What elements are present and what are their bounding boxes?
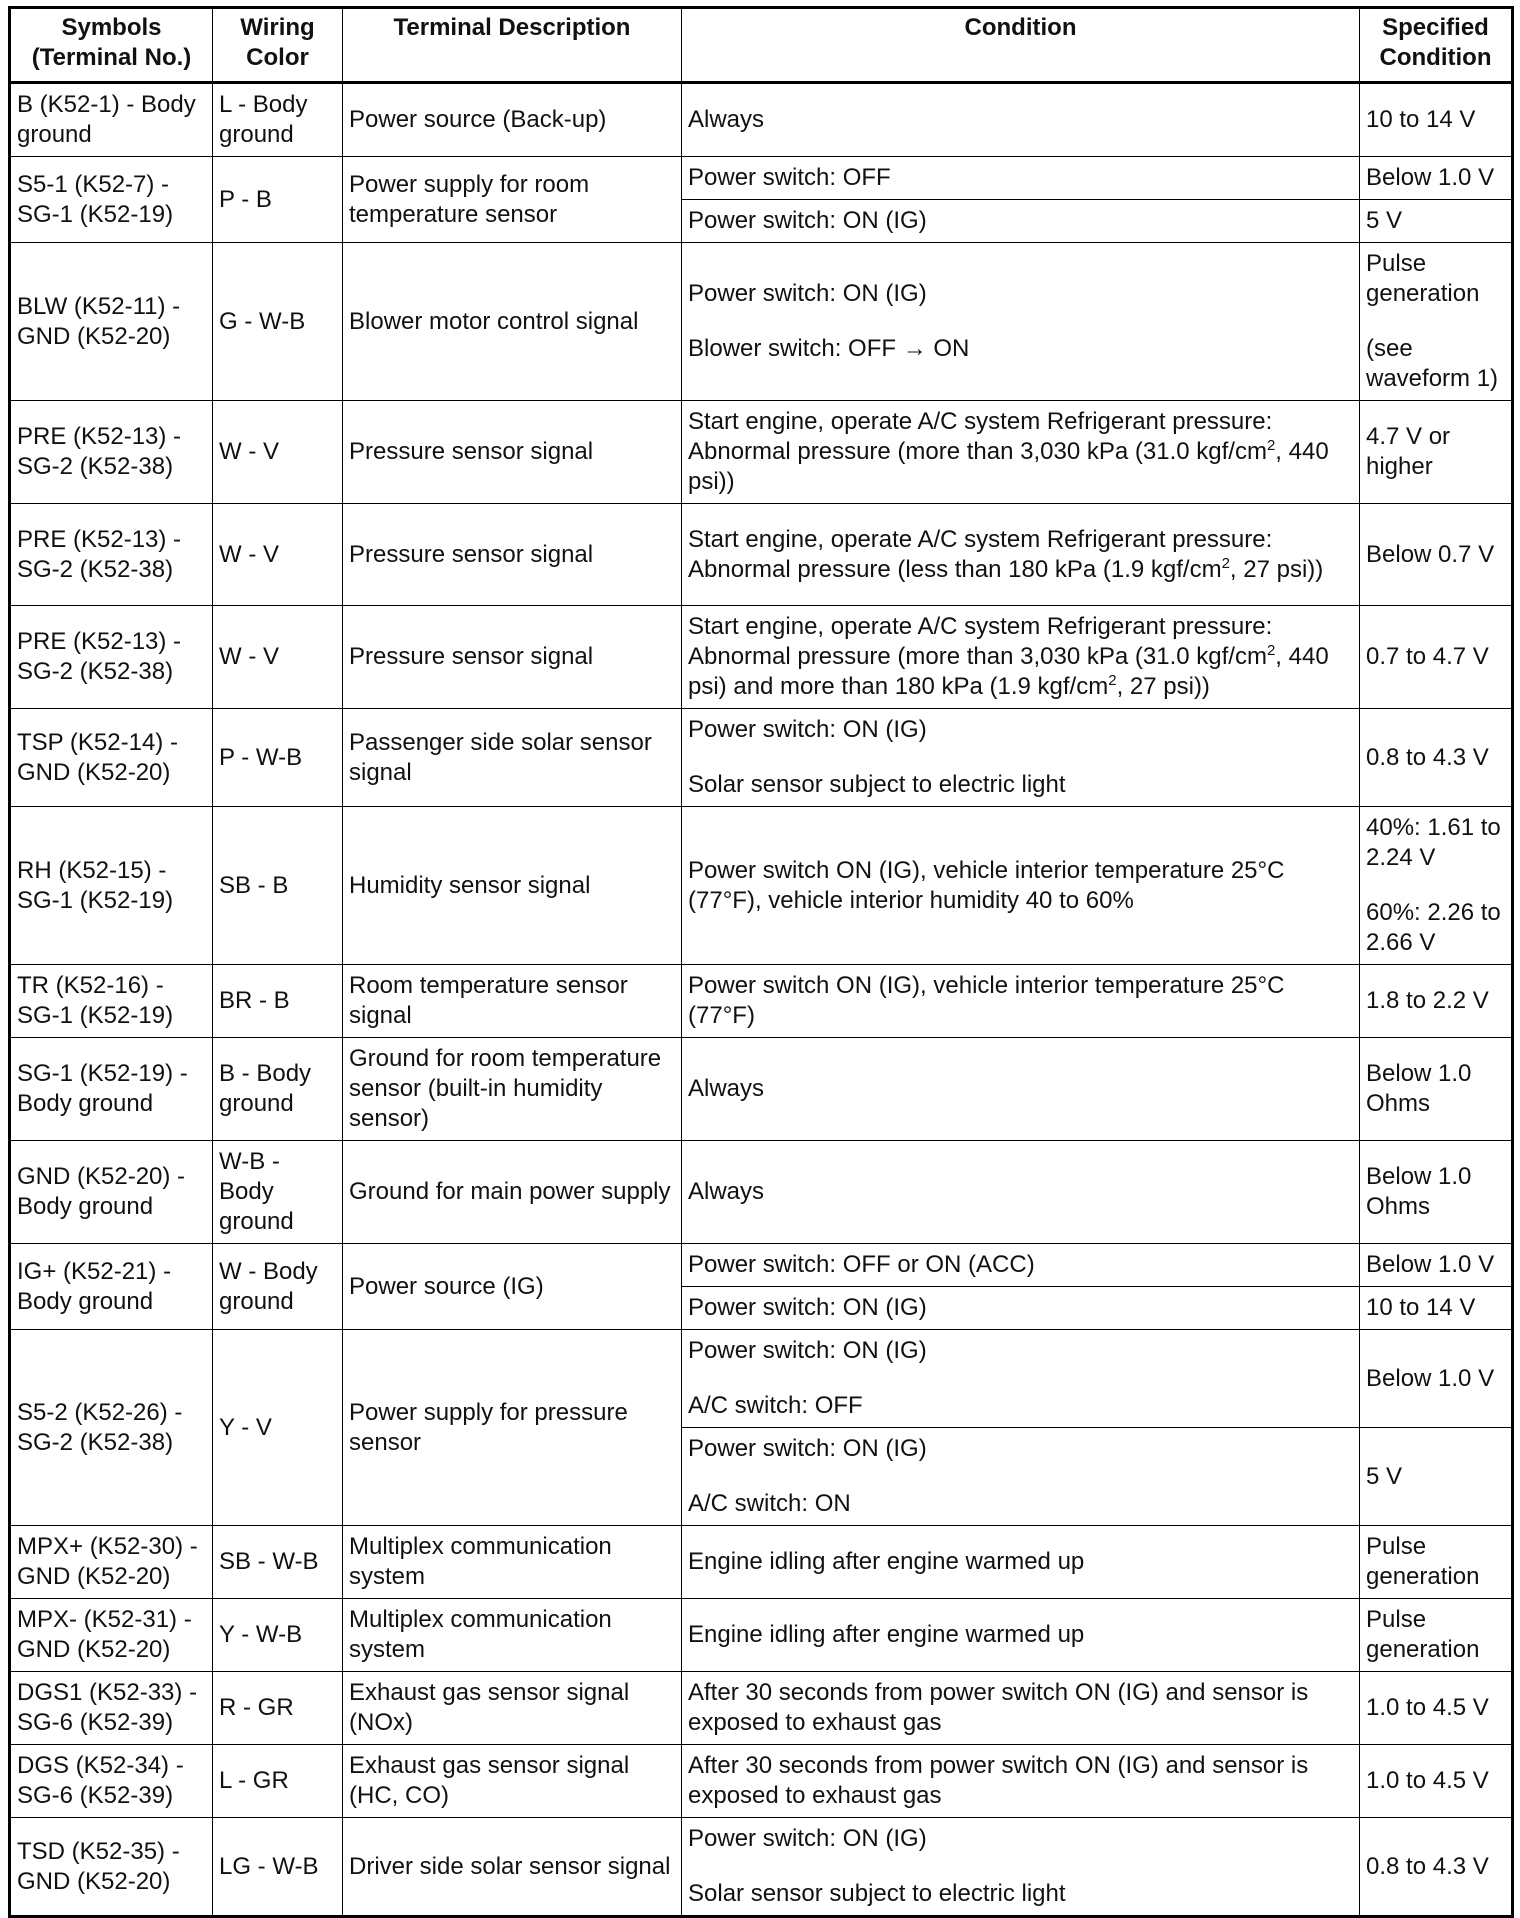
condition-cell: Start engine, operate A/C system Refrigerant pressure: Abnormal pressure (more than 3,030 kPa (31.0 kgf/$cm^2$, 440 psi))	[682, 401, 1360, 504]
spec-cell: Below 1.0 V	[1360, 1330, 1513, 1428]
symbol-cell: BLW (K52-11) - GND (K52-20)	[10, 243, 213, 401]
wiring-cell: BR - B	[213, 965, 343, 1038]
table-row	[10, 807, 1513, 965]
condition-cell: Start engine, operate A/C system Refrigerant pressure: Abnormal pressure (less than 180 kPa (1.9 kgf/$cm^2$, 27 psi))	[682, 504, 1360, 606]
header-condition: Condition	[682, 8, 1360, 83]
spec-cell: Below 0.7 V	[1360, 504, 1513, 606]
condition-cell: Power switch: ON (IG) Solar sensor subject to electric light	[682, 1818, 1360, 1917]
condition-cell: Power switch ON (IG), vehicle interior temperature 25°C (77°F), vehicle interior humidity 40 to 60%	[682, 807, 1360, 965]
spec-cell: Below 1.0 Ohms	[1360, 1038, 1513, 1141]
table-row	[10, 1038, 1513, 1141]
header-row	[10, 8, 1513, 83]
description-cell: Power source (IG)	[343, 1244, 682, 1330]
wiring-cell: Y - V	[213, 1330, 343, 1526]
table-row	[10, 1330, 1513, 1428]
symbol-cell: PRE (K52-13) - SG-2 (K52-38)	[10, 606, 213, 709]
symbol-cell: RH (K52-15) - SG-1 (K52-19)	[10, 807, 213, 965]
table-row	[10, 606, 1513, 709]
spec-cell: Pulse generation	[1360, 1599, 1513, 1672]
description-cell: Exhaust gas sensor signal (NOx)	[343, 1672, 682, 1745]
spec-cell: 10 to 14 V	[1360, 1287, 1513, 1330]
table-row	[10, 1672, 1513, 1745]
table-row	[10, 243, 1513, 401]
symbol-cell: S5-1 (K52-7) - SG-1 (K52-19)	[10, 157, 213, 243]
wiring-cell: LG - W-B	[213, 1818, 343, 1917]
condition-cell: Start engine, operate A/C system Refrigerant pressure: Abnormal pressure (more than 3,030 kPa (31.0 kgf/$cm^2$, 440 psi) and more than 180 kPa (1.9 kgf/$cm^2$, 27 psi))	[682, 606, 1360, 709]
wiring-cell: Y - W-B	[213, 1599, 343, 1672]
description-cell: Ground for main power supply	[343, 1141, 682, 1244]
spec-cell: 1.8 to 2.2 V	[1360, 965, 1513, 1038]
condition-cell: Engine idling after engine warmed up	[682, 1526, 1360, 1599]
description-cell: Power supply for pressure sensor	[343, 1330, 682, 1526]
wiring-cell: W - V	[213, 504, 343, 606]
table-row	[10, 1599, 1513, 1672]
spec-cell: Pulse generation	[1360, 1526, 1513, 1599]
header-symbols: Symbols (Terminal No.)	[10, 8, 213, 83]
spec-cell: 0.7 to 4.7 V	[1360, 606, 1513, 709]
terminal-spec-table	[8, 6, 1514, 1918]
spec-cell: 1.0 to 4.5 V	[1360, 1745, 1513, 1818]
description-cell: Driver side solar sensor signal	[343, 1818, 682, 1917]
symbol-cell: TSD (K52-35) - GND (K52-20)	[10, 1818, 213, 1917]
wiring-cell: SB - W-B	[213, 1526, 343, 1599]
wiring-cell: L - GR	[213, 1745, 343, 1818]
wiring-cell: W-B - Body ground	[213, 1141, 343, 1244]
spec-cell: 40%: 1.61 to 2.24 V 60%: 2.26 to 2.66 V	[1360, 807, 1513, 965]
spec-cell: 4.7 V or higher	[1360, 401, 1513, 504]
condition-cell: Power switch ON (IG), vehicle interior temperature 25°C (77°F)	[682, 965, 1360, 1038]
symbol-cell: GND (K52-20) - Body ground	[10, 1141, 213, 1244]
wiring-cell: W - V	[213, 401, 343, 504]
description-cell: Pressure sensor signal	[343, 606, 682, 709]
spec-cell: 1.0 to 4.5 V	[1360, 1672, 1513, 1745]
description-cell: Humidity sensor signal	[343, 807, 682, 965]
description-cell: Multiplex communication system	[343, 1599, 682, 1672]
spec-cell: Below 1.0 Ohms	[1360, 1141, 1513, 1244]
condition-cell: Power switch: ON (IG) Blower switch: OFF → ON	[682, 243, 1360, 401]
table-row	[10, 1818, 1513, 1917]
symbol-cell: PRE (K52-13) - SG-2 (K52-38)	[10, 504, 213, 606]
wiring-cell: B - Body ground	[213, 1038, 343, 1141]
header-terminal-description: Terminal Description	[343, 8, 682, 83]
wiring-cell: P - B	[213, 157, 343, 243]
condition-cell: Power switch: OFF	[682, 157, 1360, 200]
symbol-cell: MPX+ (K52-30) - GND (K52-20)	[10, 1526, 213, 1599]
condition-cell: Always	[682, 1141, 1360, 1244]
description-cell: Pressure sensor signal	[343, 401, 682, 504]
description-cell: Blower motor control signal	[343, 243, 682, 401]
table-row	[10, 504, 1513, 606]
header-specified-condition: Specified Condition	[1360, 8, 1513, 83]
wiring-cell: W - Body ground	[213, 1244, 343, 1330]
wiring-cell: G - W-B	[213, 243, 343, 401]
condition-cell: Power switch: OFF or ON (ACC)	[682, 1244, 1360, 1287]
condition-cell: Power switch: ON (IG)	[682, 200, 1360, 243]
condition-cell: Power switch: ON (IG) A/C switch: ON	[682, 1428, 1360, 1526]
symbol-cell: TSP (K52-14) - GND (K52-20)	[10, 709, 213, 807]
terminal-spec-page	[8, 6, 1511, 1918]
symbol-cell: IG+ (K52-21) - Body ground	[10, 1244, 213, 1330]
description-cell: Multiplex communication system	[343, 1526, 682, 1599]
condition-cell: Power switch: ON (IG) Solar sensor subject to electric light	[682, 709, 1360, 807]
description-cell: Ground for room temperature sensor (built-in humidity sensor)	[343, 1038, 682, 1141]
symbol-cell: PRE (K52-13) - SG-2 (K52-38)	[10, 401, 213, 504]
spec-cell: Below 1.0 V	[1360, 157, 1513, 200]
header-wiring-color: Wiring Color	[213, 8, 343, 83]
table-row	[10, 401, 1513, 504]
description-cell: Power source (Back-up)	[343, 83, 682, 157]
wiring-cell: R - GR	[213, 1672, 343, 1745]
description-cell: Room temperature sensor signal	[343, 965, 682, 1038]
table-row	[10, 1141, 1513, 1244]
symbol-cell: B (K52-1) - Body ground	[10, 83, 213, 157]
description-cell: Pressure sensor signal	[343, 504, 682, 606]
spec-cell: 10 to 14 V	[1360, 83, 1513, 157]
description-cell: Passenger side solar sensor signal	[343, 709, 682, 807]
table-row	[10, 1244, 1513, 1287]
wiring-cell: P - W-B	[213, 709, 343, 807]
condition-cell: Always	[682, 83, 1360, 157]
symbol-cell: MPX- (K52-31) - GND (K52-20)	[10, 1599, 213, 1672]
spec-cell: Pulse generation (see waveform 1)	[1360, 243, 1513, 401]
symbol-cell: S5-2 (K52-26) - SG-2 (K52-38)	[10, 1330, 213, 1526]
table-row	[10, 965, 1513, 1038]
condition-cell: After 30 seconds from power switch ON (IG) and sensor is exposed to exhaust gas	[682, 1672, 1360, 1745]
description-cell: Exhaust gas sensor signal (HC, CO)	[343, 1745, 682, 1818]
wiring-cell: W - V	[213, 606, 343, 709]
spec-cell: 5 V	[1360, 200, 1513, 243]
symbol-cell: DGS (K52-34) - SG-6 (K52-39)	[10, 1745, 213, 1818]
spec-cell: Below 1.0 V	[1360, 1244, 1513, 1287]
table-row	[10, 1526, 1513, 1599]
table-row	[10, 157, 1513, 200]
symbol-cell: TR (K52-16) - SG-1 (K52-19)	[10, 965, 213, 1038]
condition-cell: After 30 seconds from power switch ON (IG) and sensor is exposed to exhaust gas	[682, 1745, 1360, 1818]
wiring-cell: SB - B	[213, 807, 343, 965]
spec-cell: 5 V	[1360, 1428, 1513, 1526]
table-row	[10, 1745, 1513, 1818]
table-row	[10, 83, 1513, 157]
symbol-cell: SG-1 (K52-19) - Body ground	[10, 1038, 213, 1141]
symbol-cell: DGS1 (K52-33) - SG-6 (K52-39)	[10, 1672, 213, 1745]
condition-cell: Engine idling after engine warmed up	[682, 1599, 1360, 1672]
condition-cell: Always	[682, 1038, 1360, 1141]
description-cell: Power supply for room temperature sensor	[343, 157, 682, 243]
wiring-cell: L - Body ground	[213, 83, 343, 157]
condition-cell: Power switch: ON (IG) A/C switch: OFF	[682, 1330, 1360, 1428]
condition-cell: Power switch: ON (IG)	[682, 1287, 1360, 1330]
spec-cell: 0.8 to 4.3 V	[1360, 1818, 1513, 1917]
table-row	[10, 709, 1513, 807]
spec-cell: 0.8 to 4.3 V	[1360, 709, 1513, 807]
